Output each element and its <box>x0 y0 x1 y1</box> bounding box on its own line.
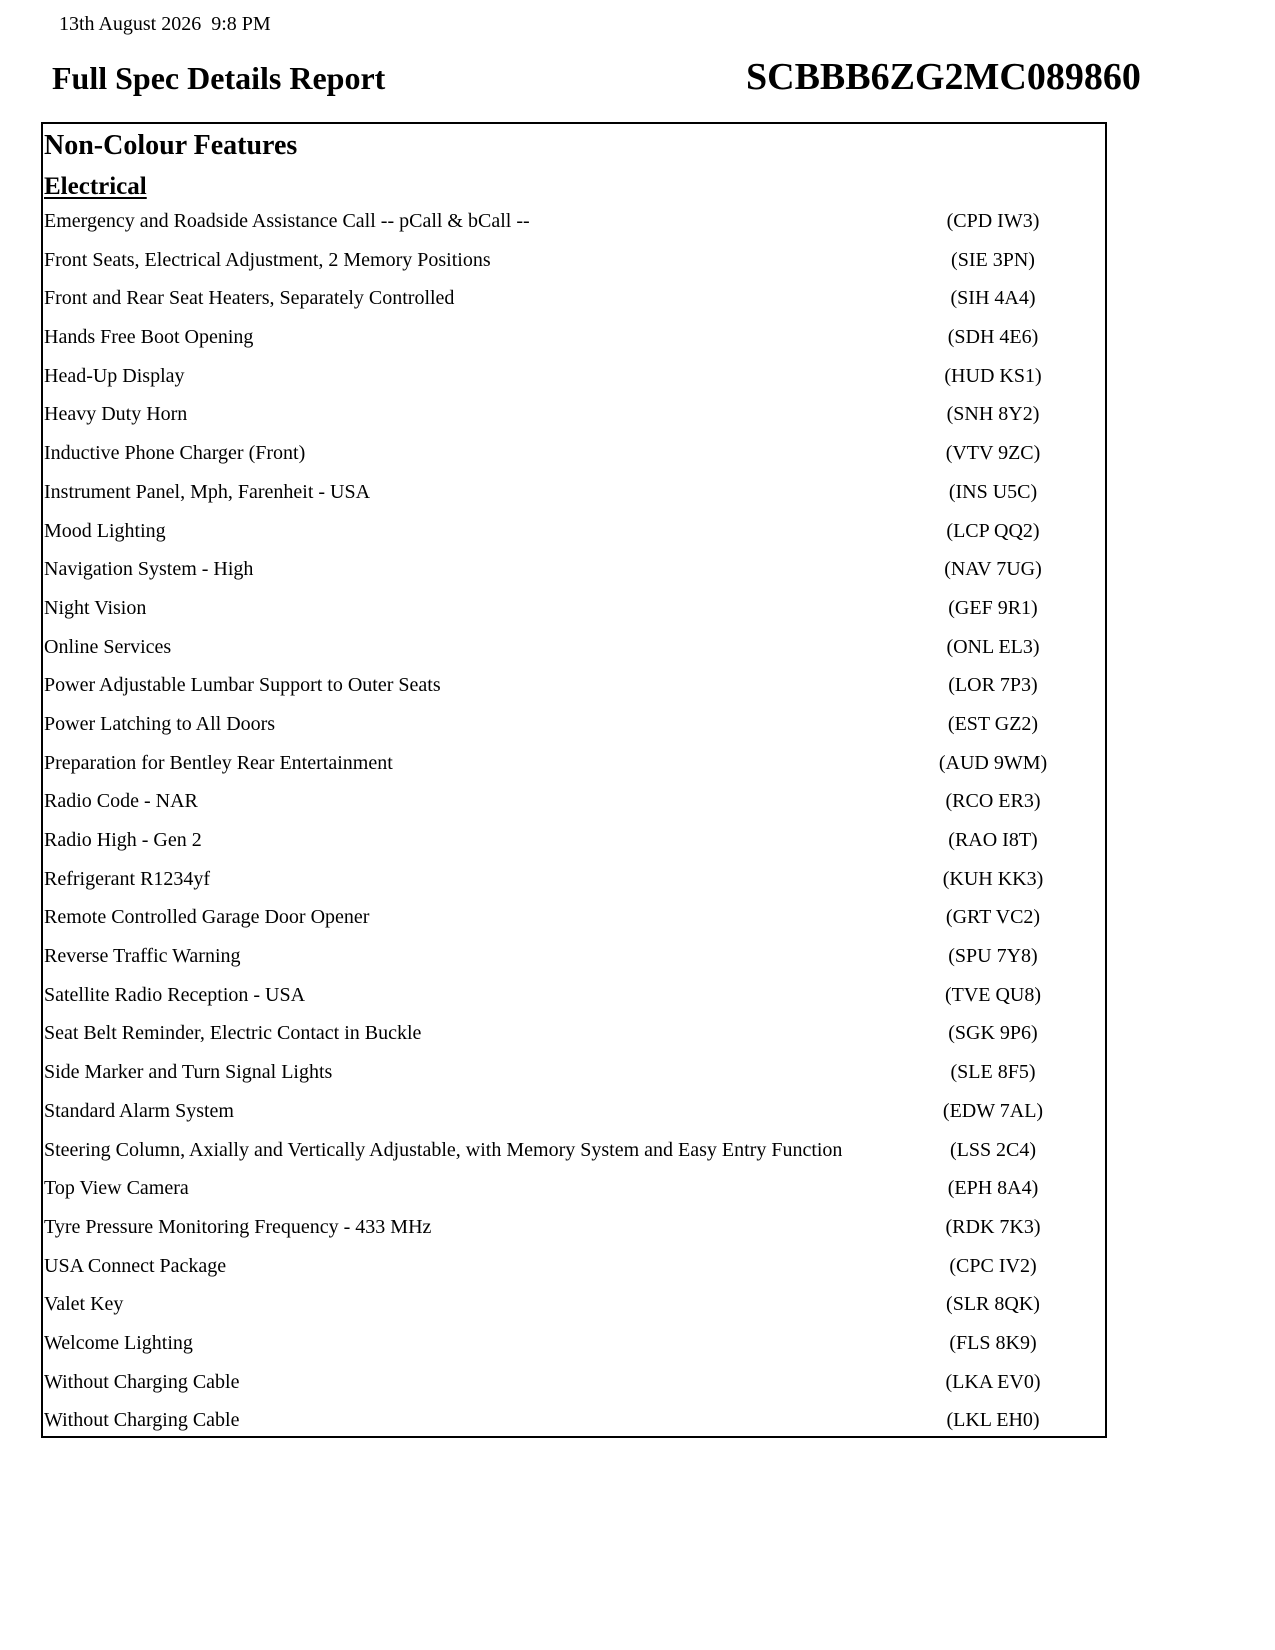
feature-code: (TVE QU8) <box>944 983 1042 1006</box>
feature-name: Welcome Lighting <box>44 1331 193 1354</box>
feature-name: Online Services <box>44 635 172 658</box>
feature-code: (LCP QQ2) <box>946 519 1040 542</box>
feature-name: Mood Lighting <box>44 519 166 542</box>
feature-row <box>43 1131 1105 1170</box>
feature-row <box>43 1401 1105 1440</box>
feature-code: (SLE 8F5) <box>950 1061 1036 1084</box>
feature-row <box>43 898 1105 937</box>
feature-name: Standard Alarm System <box>44 1099 234 1122</box>
feature-row <box>43 512 1105 551</box>
feature-name: Radio High - Gen 2 <box>44 829 202 851</box>
feature-code: (NAV 7UG) <box>944 558 1042 581</box>
feature-name: Valet Key <box>44 1293 124 1316</box>
feature-row <box>43 1285 1105 1324</box>
feature-name: Heavy Duty Horn <box>44 403 188 426</box>
feature-name: Instrument Panel, Mph, Farenheit - USA <box>44 480 371 503</box>
feature-code: (CPC IV2) <box>949 1254 1037 1277</box>
feature-name: Remote Controlled Garage Door Opener <box>44 906 370 929</box>
feature-name: Radio Code - NAR <box>44 790 198 813</box>
feature-row <box>43 1092 1105 1131</box>
feature-row <box>43 705 1105 744</box>
feature-row <box>43 241 1105 280</box>
feature-name: Top View Camera <box>44 1177 189 1200</box>
feature-name: Without Charging Cable <box>44 1370 240 1393</box>
feature-row <box>43 395 1105 434</box>
feature-name: Night Vision <box>44 596 147 619</box>
feature-row <box>43 1324 1105 1363</box>
feature-name: Preparation for Bentley Rear Entertainment <box>44 751 393 774</box>
feature-row <box>43 744 1105 783</box>
feature-row <box>43 473 1105 512</box>
feature-code: (VTV 9ZC) <box>945 442 1041 465</box>
feature-row <box>43 550 1105 589</box>
feature-name: Navigation System - High <box>44 558 254 581</box>
group-title-electrical: Electrical <box>44 173 147 200</box>
feature-row <box>43 1208 1105 1247</box>
feature-name: Steering Column, Axially and Vertically Adjustable, with Memory System and Easy Entry Function <box>44 1138 843 1161</box>
feature-row <box>43 434 1105 473</box>
feature-name: Seat Belt Reminder, Electric Contact in Buckle <box>44 1022 422 1045</box>
feature-row <box>43 1053 1105 1092</box>
features-box <box>41 122 1107 1438</box>
feature-row <box>43 279 1105 318</box>
feature-name: Front and Rear Seat Heaters, Separately Controlled <box>44 287 455 310</box>
feature-code: (SIE 3PN) <box>951 248 1035 271</box>
feature-code: (INS U5C) <box>948 480 1038 503</box>
report-title: Full Spec Details Report <box>52 60 386 96</box>
feature-code: (LKL EH0) <box>946 1409 1040 1432</box>
feature-code: (EPH 8A4) <box>947 1177 1039 1200</box>
feature-code: (SNH 8Y2) <box>946 403 1040 426</box>
feature-row <box>43 318 1105 357</box>
feature-name: Front Seats, Electrical Adjustment, 2 Memory Positions <box>44 248 491 271</box>
feature-name: Power Latching to All Doors <box>44 712 276 735</box>
feature-code: (GRT VC2) <box>945 906 1041 929</box>
feature-name: Tyre Pressure Monitoring Frequency - 433 MHz <box>44 1215 432 1238</box>
vin-number: SCBBB6ZG2MC089860 <box>746 56 1141 98</box>
feature-code: (CPD IW3) <box>946 210 1040 232</box>
feature-name: Without Charging Cable <box>44 1409 240 1432</box>
feature-name: Reverse Traffic Warning <box>44 945 241 968</box>
feature-row <box>43 628 1105 667</box>
feature-row <box>43 821 1105 860</box>
feature-row <box>43 666 1105 705</box>
feature-code: (LSS 2C4) <box>949 1138 1037 1161</box>
feature-code: (RCO ER3) <box>945 790 1041 813</box>
feature-code: (AUD 9WM) <box>938 751 1048 774</box>
feature-code: (ONL EL3) <box>946 635 1040 658</box>
feature-code: (LKA EV0) <box>945 1370 1041 1393</box>
feature-row <box>43 782 1105 821</box>
report-timestamp: 13th August 2026 9:8 PM <box>59 13 271 35</box>
feature-name: Power Adjustable Lumbar Support to Outer Seats <box>44 674 441 697</box>
feature-code: (FLS 8K9) <box>949 1331 1037 1354</box>
feature-row <box>43 976 1105 1015</box>
feature-code: (SPU 7Y8) <box>948 945 1038 968</box>
feature-name: Satellite Radio Reception - USA <box>44 983 306 1006</box>
feature-row <box>43 937 1105 976</box>
feature-row <box>43 202 1105 241</box>
feature-code: (EDW 7AL) <box>942 1099 1044 1122</box>
feature-row <box>43 589 1105 628</box>
feature-code: (GEF 9R1) <box>948 596 1038 619</box>
feature-row <box>43 1014 1105 1053</box>
feature-name: Side Marker and Turn Signal Lights <box>44 1061 333 1084</box>
feature-code: (SLR 8QK) <box>946 1293 1040 1316</box>
feature-code: (SIH 4A4) <box>950 287 1036 310</box>
feature-row <box>43 860 1105 899</box>
feature-row <box>43 1169 1105 1208</box>
feature-name: Hands Free Boot Opening <box>44 326 254 349</box>
feature-code: (EST GZ2) <box>947 712 1039 735</box>
feature-code: (RAO I8T) <box>948 829 1038 851</box>
feature-code: (RDK 7K3) <box>945 1215 1041 1238</box>
feature-list <box>43 202 1105 1440</box>
feature-row <box>43 1247 1105 1286</box>
feature-name: Refrigerant R1234yf <box>44 867 211 890</box>
feature-code: (KUH KK3) <box>942 867 1044 890</box>
section-title: Non-Colour Features <box>44 130 298 161</box>
feature-name: USA Connect Package <box>44 1254 227 1277</box>
feature-code: (SDH 4E6) <box>947 326 1039 349</box>
feature-code: (SGK 9P6) <box>948 1022 1038 1045</box>
feature-name: Head-Up Display <box>44 364 185 387</box>
feature-code: (LOR 7P3) <box>948 674 1038 697</box>
feature-name: Inductive Phone Charger (Front) <box>44 442 306 465</box>
feature-row <box>43 1363 1105 1402</box>
feature-name: Emergency and Roadside Assistance Call -- pCall & bCall -- <box>44 210 530 232</box>
feature-code: (HUD KS1) <box>944 364 1042 387</box>
feature-row <box>43 357 1105 396</box>
